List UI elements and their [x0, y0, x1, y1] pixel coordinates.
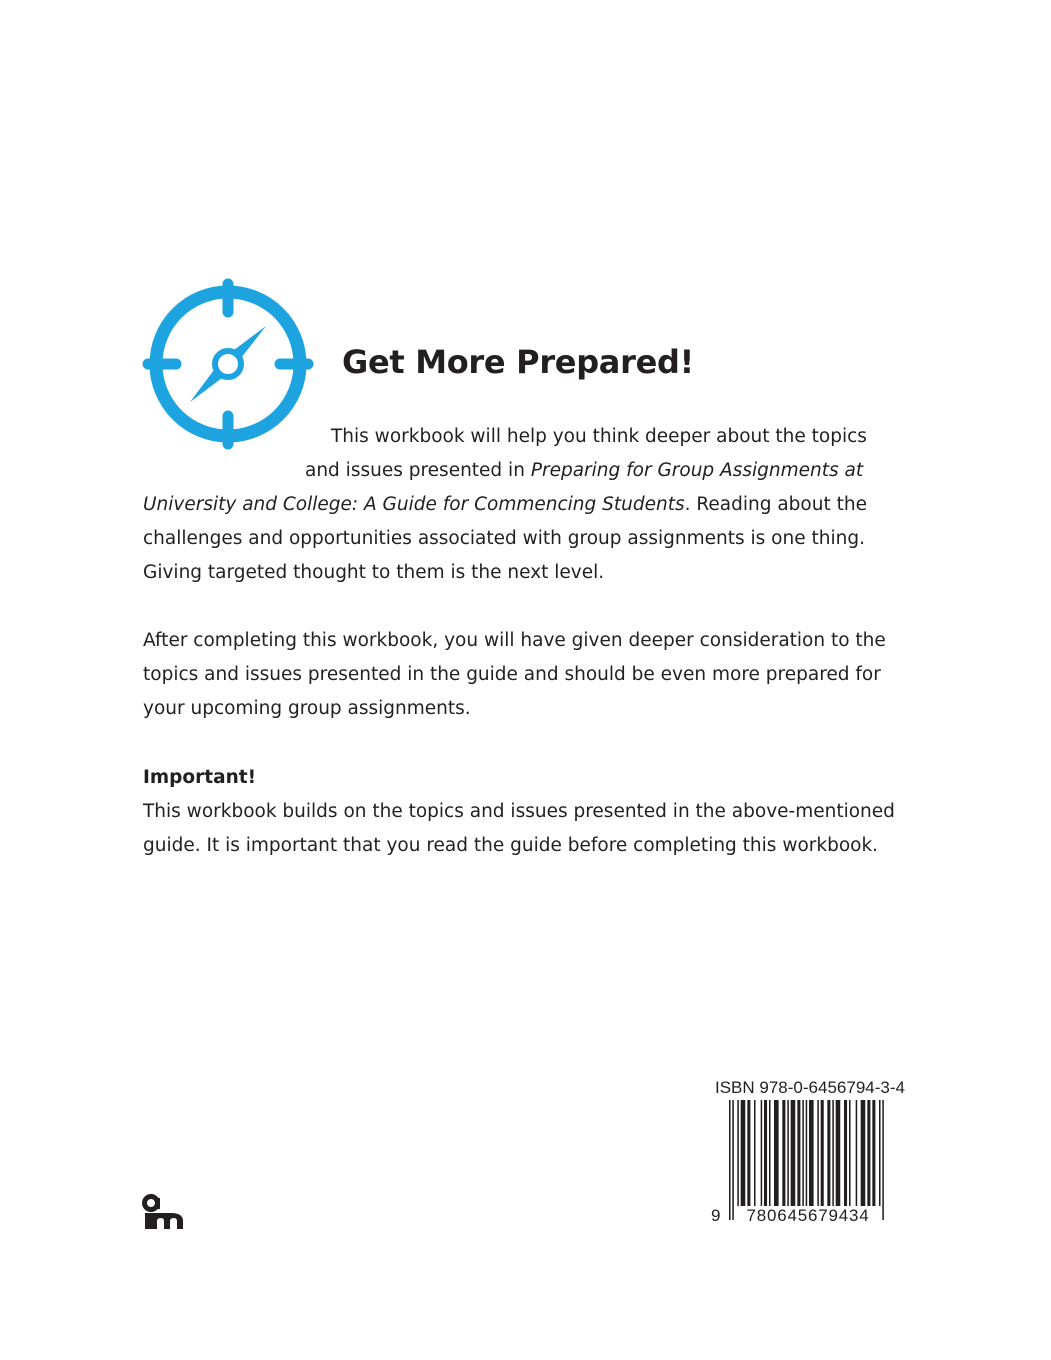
barcode-bar	[737, 1100, 739, 1206]
book-title-part-2: University and College: A Guide for Commencing Students	[143, 494, 685, 515]
page-title: Get More Prepared!	[342, 343, 694, 381]
barcode-bar	[867, 1100, 870, 1206]
intro-line-3	[143, 488, 867, 522]
barcode-bar	[787, 1100, 789, 1206]
isbn-label: ISBN 978-0-6456794-3-4	[715, 1078, 905, 1097]
barcode-bar	[741, 1100, 746, 1206]
barcode-bar	[832, 1100, 834, 1206]
important-line: guide. It is important that you read the guide before completing this workbook.	[143, 835, 879, 856]
important-heading: Important!	[143, 767, 257, 788]
important-note	[143, 761, 923, 863]
paragraph-completion	[143, 624, 923, 726]
barcode-bar	[747, 1100, 750, 1206]
barcode-bar	[782, 1100, 785, 1206]
barcode-bar	[872, 1100, 875, 1206]
intro-line-2-text: and issues presented in	[305, 460, 531, 481]
intro-line-5: Giving targeted thought to them is the next level.	[143, 562, 605, 583]
barcode-bar	[809, 1100, 814, 1206]
barcode-bar	[729, 1100, 731, 1220]
barcode-bar	[802, 1100, 804, 1220]
book-title-part-1: Preparing for Group Assignments at	[530, 460, 864, 481]
barcode-bar	[882, 1100, 884, 1220]
barcode-bar	[769, 1100, 771, 1206]
barcode-bar	[764, 1100, 767, 1206]
barcode-bar	[791, 1100, 796, 1206]
barcode-first-digit: 9	[711, 1206, 721, 1225]
barcode-bar	[861, 1100, 866, 1206]
barcode-digits: 780645679434	[735, 1206, 881, 1226]
barcode-bar	[844, 1100, 847, 1206]
paragraph-line: After completing this workbook, you will have given deeper consideration to the	[143, 630, 886, 651]
publisher-logo-icon	[141, 1193, 185, 1229]
barcode-bar	[732, 1100, 734, 1220]
compass-icon	[140, 276, 316, 452]
intro-line-3-text: . Reading about the	[684, 494, 867, 515]
intro-line-2	[305, 454, 863, 488]
intro-line-4: challenges and opportunities associated with group assignments is one thing.	[143, 528, 865, 549]
intro-line-1: This workbook will help you think deeper about the topics	[331, 426, 867, 447]
barcode-icon	[729, 1100, 884, 1220]
paragraph-line: your upcoming group assignments.	[143, 698, 471, 719]
barcode-bar	[856, 1100, 858, 1206]
barcode-bar	[827, 1100, 830, 1206]
barcode-bar	[806, 1100, 808, 1220]
barcode-bar	[836, 1100, 841, 1206]
barcode-bar	[849, 1100, 851, 1206]
barcode-bar	[774, 1100, 779, 1206]
barcode-bar	[761, 1100, 763, 1206]
barcode-bar	[821, 1100, 824, 1206]
important-line: This workbook builds on the topics and issues presented in the above-mentioned	[143, 801, 895, 822]
barcode-bar	[817, 1100, 819, 1206]
paragraph-line: topics and issues presented in the guide and should be even more prepared for	[143, 664, 881, 685]
barcode-bar	[797, 1100, 800, 1206]
barcode-bar	[879, 1100, 881, 1220]
barcode-bar	[754, 1100, 756, 1206]
